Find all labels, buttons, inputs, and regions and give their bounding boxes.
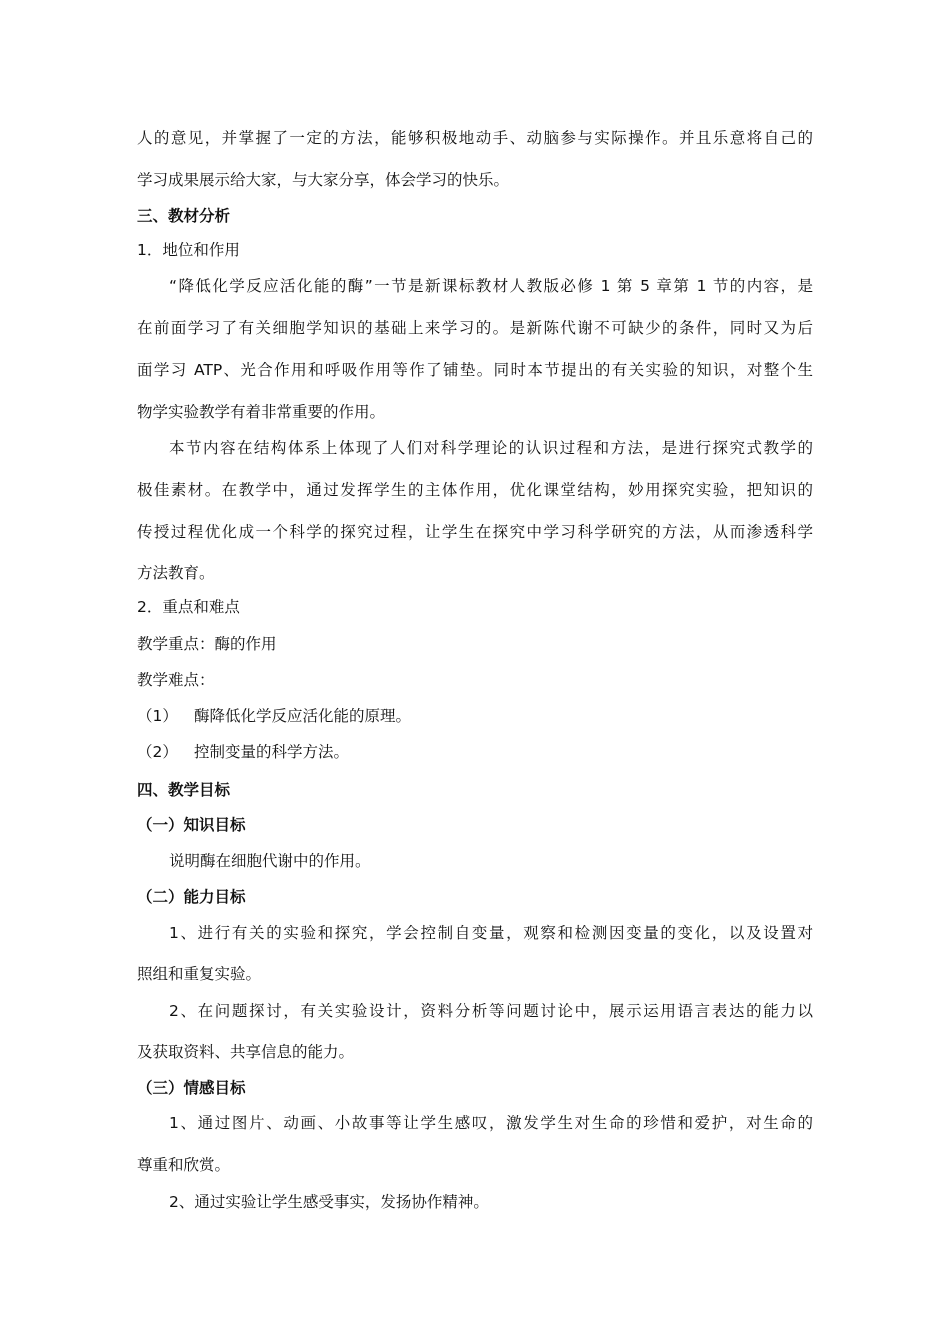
para-1-line-2: 在前面学习了有关细胞学知识的基础上来学习的。是新陈代谢不可缺少的条件，同时又为后 — [137, 319, 813, 337]
goal-2-para-1-line-2: 照组和重复实验。 — [137, 965, 262, 983]
para-1-line-1: “降低化学反应活化能的酶”一节是新课标教材人教版必修 1 第 5 章第 1 节的内容，是 — [169, 277, 813, 295]
goal-1-heading: （一）知识目标 — [137, 816, 246, 834]
intro-line-1: 人的意见，并掌握了一定的方法，能够积极地动手、动脑参与实际操作。并且乐意将自己的 — [137, 129, 813, 147]
key-point: 教学重点：酶的作用 — [137, 635, 277, 653]
subsection-2-heading: 2．重点和难点 — [137, 598, 240, 616]
para-2-line-2: 极佳素材。在教学中，通过发挥学生的主体作用，优化课堂结构，妙用探究实验，把知识的 — [137, 481, 813, 499]
para-1-line-4: 物学实验教学有着非常重要的作用。 — [137, 403, 386, 421]
para-2-line-4: 方法教育。 — [137, 564, 215, 582]
goal-2-para-1-line-1: 1、进行有关的实验和探究，学会控制自变量，观察和检测因变量的变化，以及设置对 — [169, 924, 813, 942]
goal-3-heading: （三）情感目标 — [137, 1079, 246, 1097]
list-item — [137, 706, 813, 726]
goal-3-para-1-line-1: 1、通过图片、动画、小故事等让学生感叹，激发学生对生命的珍惜和爱护，对生命的 — [169, 1114, 813, 1132]
goal-3-para-2: 2、通过实验让学生感受事实，发扬协作精神。 — [169, 1193, 489, 1211]
difficult-point-label: 教学难点： — [137, 671, 215, 689]
intro-line-2: 学习成果展示给大家，与大家分享，体会学习的快乐。 — [137, 171, 510, 189]
list-item-text: 酶降低化学反应活化能的原理。 — [194, 707, 412, 725]
para-2-line-3: 传授过程优化成一个科学的探究过程，让学生在探究中学习科学研究的方法，从而渗透科学 — [137, 523, 813, 541]
section-3-heading: 三、教材分析 — [137, 207, 231, 225]
para-1-line-3: 面学习 ATP、光合作用和呼吸作用等作了铺垫。同时本节提出的有关实验的知识，对整个生 — [137, 361, 813, 379]
para-2-line-1: 本节内容在结构体系上体现了人们对科学理论的认识过程和方法，是进行探究式教学的 — [169, 439, 813, 457]
goal-2-para-2-line-2: 及获取资料、共享信息的能力。 — [137, 1043, 355, 1061]
list-item-text: 控制变量的科学方法。 — [194, 743, 350, 761]
goal-3-para-1-line-2: 尊重和欣赏。 — [137, 1156, 231, 1174]
list-item — [137, 742, 813, 762]
goal-2-heading: （二）能力目标 — [137, 888, 246, 906]
list-item-number: （2） — [137, 743, 178, 761]
subsection-1-heading: 1．地位和作用 — [137, 241, 240, 259]
goal-2-para-2-line-1: 2、在问题探讨，有关实验设计，资料分析等问题讨论中，展示运用语言表达的能力以 — [169, 1002, 813, 1020]
list-item-number: （1） — [137, 707, 178, 725]
section-4-heading: 四、教学目标 — [137, 781, 231, 799]
goal-1-text: 说明酶在细胞代谢中的作用。 — [169, 852, 371, 870]
